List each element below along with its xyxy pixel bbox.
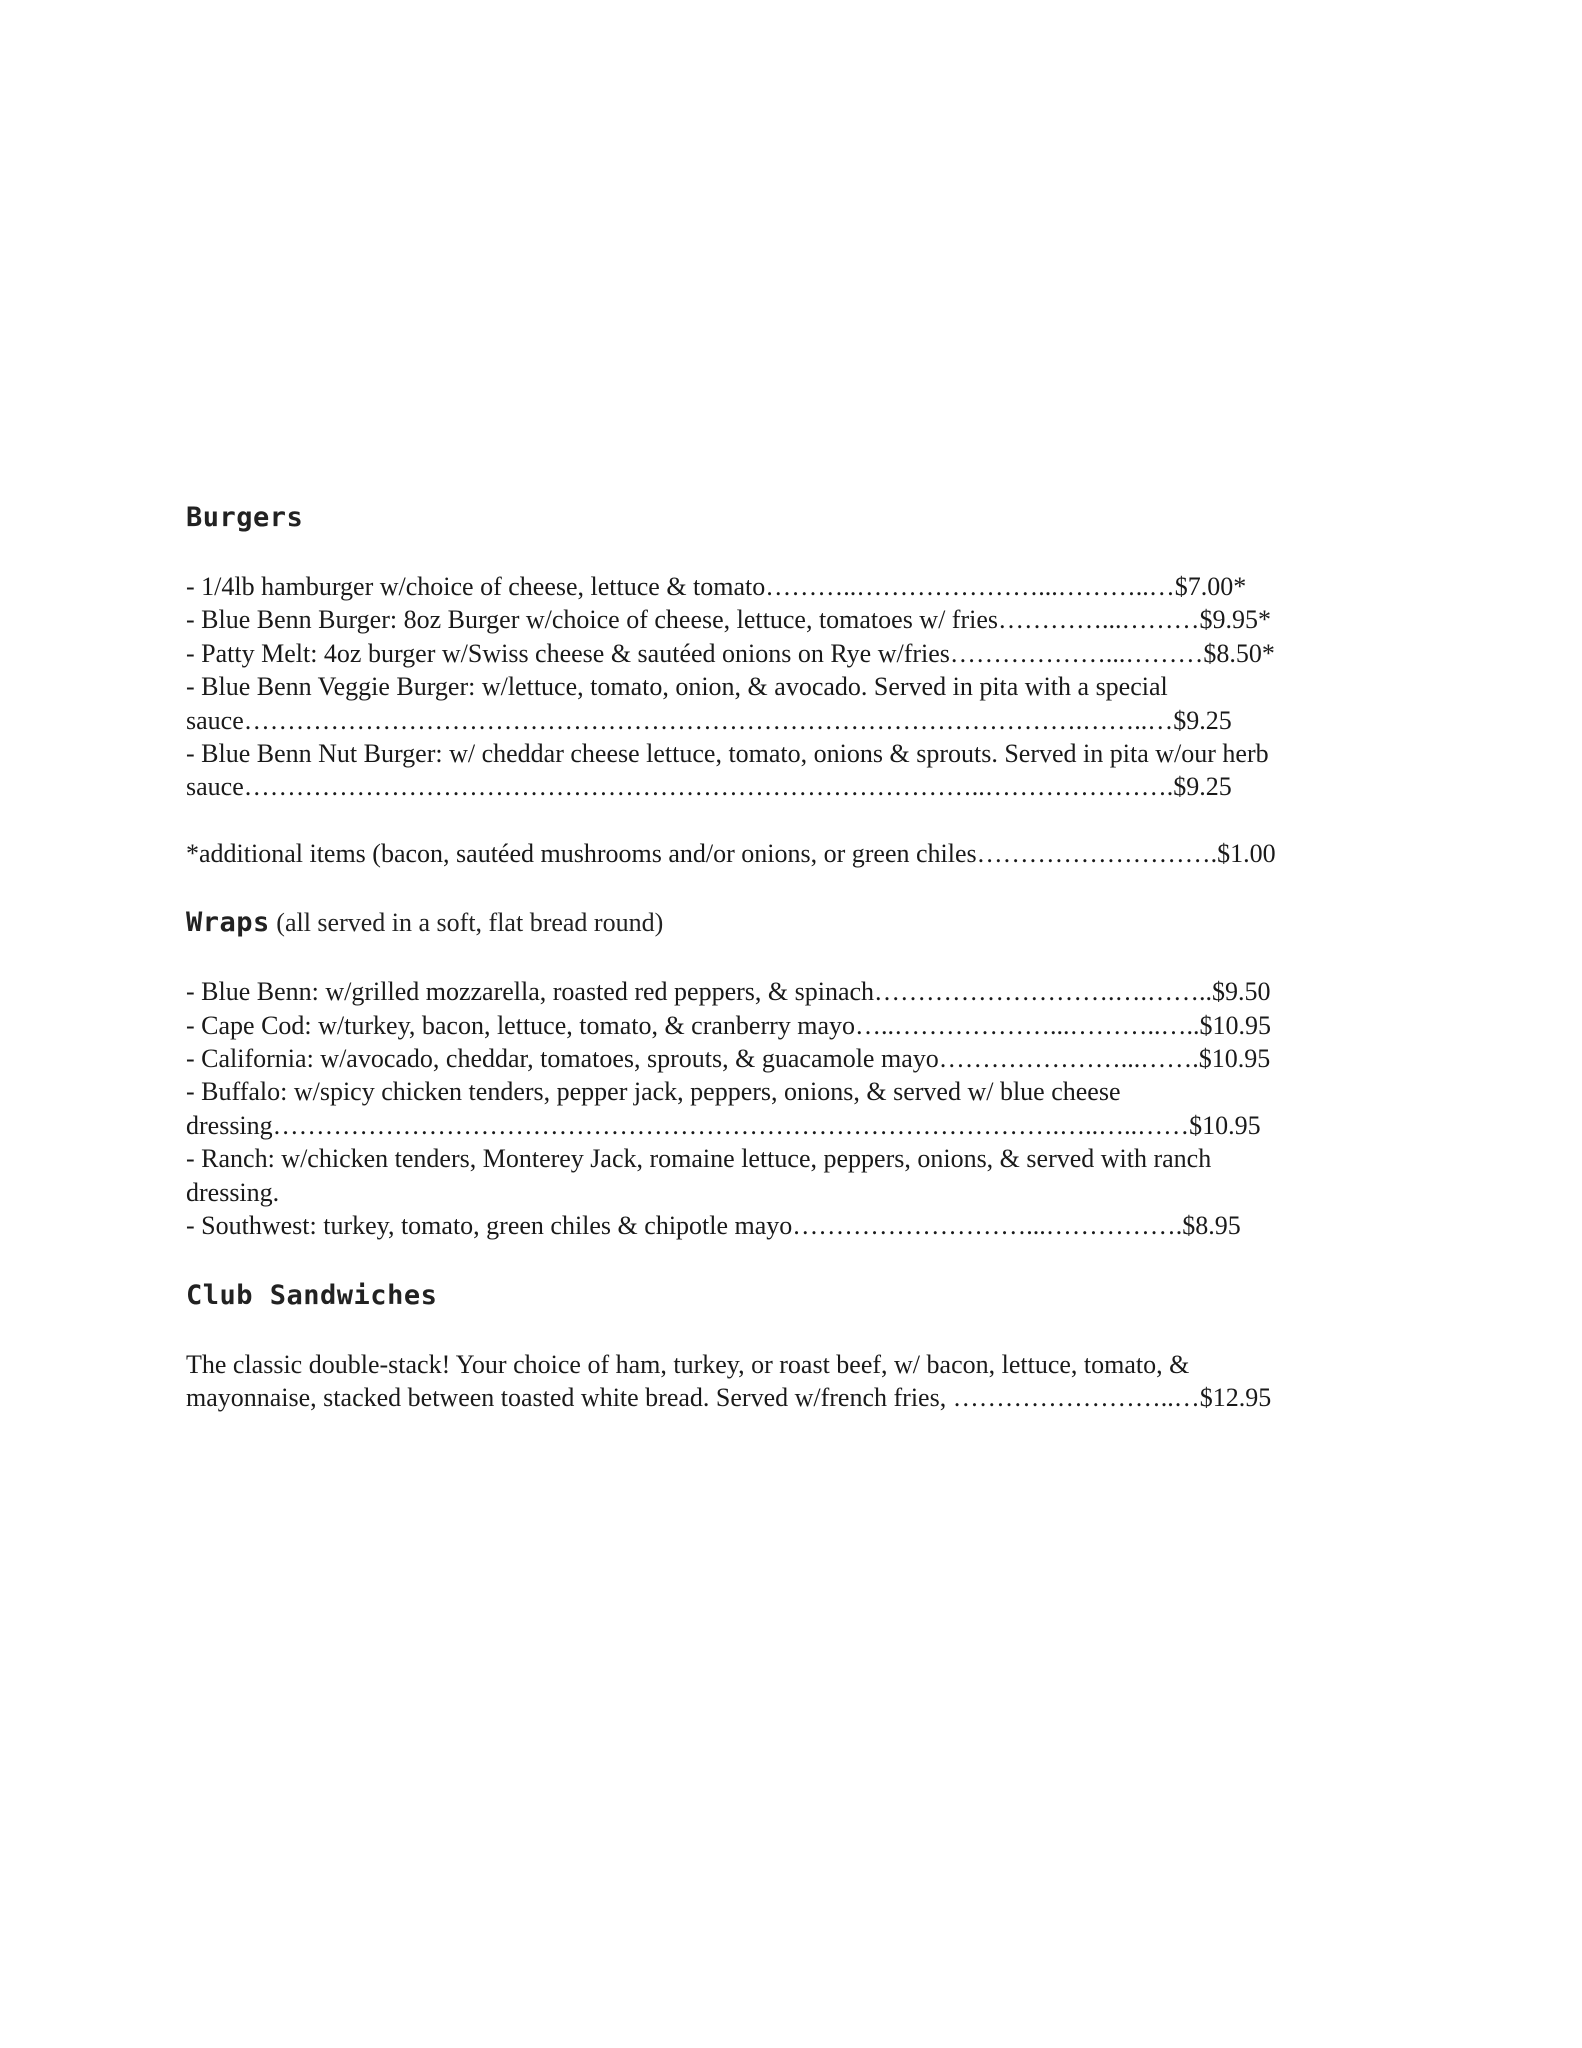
- menu-item-line: sauce…………………………………………………………………………………….……..…$9.25: [186, 705, 1232, 735]
- wraps-items: [186, 975, 1406, 1242]
- menu-item-line: sauce…………………………………………………………………………..………………….$9.25: [186, 772, 1232, 802]
- club-description-line: The classic double-stack! Your choice of ham, turkey, or roast beef, w/ bacon, lettuce, tomato, &: [186, 1349, 1190, 1379]
- menu-item-line: - California: w/avocado, cheddar, tomatoes, sprouts, & guacamole mayo…………………...…….$10.95: [186, 1044, 1271, 1074]
- burgers-items: [186, 570, 1406, 870]
- menu-item-line: - Patty Melt: 4oz burger w/Swiss cheese & sautéed onions on Rye w/fries………………...………$8.50*: [186, 638, 1275, 668]
- wraps-subtitle: (all served in a soft, flat bread round): [269, 908, 664, 938]
- menu-item-line: - Ranch: w/chicken tenders, Monterey Jack, romaine lettuce, peppers, onions, & served with ranch: [186, 1144, 1212, 1174]
- menu-item-line: - 1/4lb hamburger w/choice of cheese, lettuce & tomato………..…………………...………..…$7.00*: [186, 572, 1247, 601]
- menu-item-line: dressing.: [186, 1177, 280, 1207]
- menu-item-line: - Buffalo: w/spicy chicken tenders, pepper jack, peppers, onions, & served w/ blue cheese: [186, 1077, 1121, 1107]
- burgers-section: [186, 498, 1406, 870]
- club-description-line: mayonnaise, stacked between toasted white bread. Served w/french fries, ……………………..…$12.95: [186, 1382, 1272, 1412]
- menu-item-line: - Blue Benn Nut Burger: w/ cheddar cheese lettuce, tomato, onions & sprouts. Served in pita w/our herb: [186, 739, 1269, 769]
- club-title: Club Sandwiches: [186, 1279, 438, 1311]
- menu-item-line: - Cape Cod: w/turkey, bacon, lettuce, tomato, & cranberry mayo…..………………...………..…..$10.95: [186, 1010, 1272, 1040]
- wraps-title: Wraps: [186, 907, 270, 939]
- menu-item-line: - Blue Benn Burger: 8oz Burger w/choice of cheese, lettuce, tomatoes w/ fries…………...………$9.95*: [186, 605, 1272, 635]
- menu-item-line: dressing……………………………………………………………………………….…..…..……$10.95: [186, 1110, 1261, 1140]
- menu-item-line: - Blue Benn Veggie Burger: w/lettuce, tomato, onion, & avocado. Served in pita with a special: [186, 672, 1168, 702]
- additional-items-note: *additional items (bacon, sautéed mushrooms and/or onions, or green chiles……………………….$1.00: [186, 838, 1276, 868]
- menu-page: [186, 498, 1406, 1414]
- wraps-title-row: [186, 903, 1406, 943]
- club-items: [186, 1348, 1406, 1415]
- menu-item-line: - Southwest: turkey, tomato, green chiles & chipotle mayo………………………...…………….$8.95: [186, 1211, 1241, 1241]
- wraps-section: [186, 903, 1406, 1242]
- club-section: [186, 1276, 1406, 1415]
- burgers-title: Burgers: [186, 502, 304, 533]
- menu-item-line: - Blue Benn: w/grilled mozzarella, roasted red peppers, & spinach……………………….….……..$9.50: [186, 977, 1271, 1007]
